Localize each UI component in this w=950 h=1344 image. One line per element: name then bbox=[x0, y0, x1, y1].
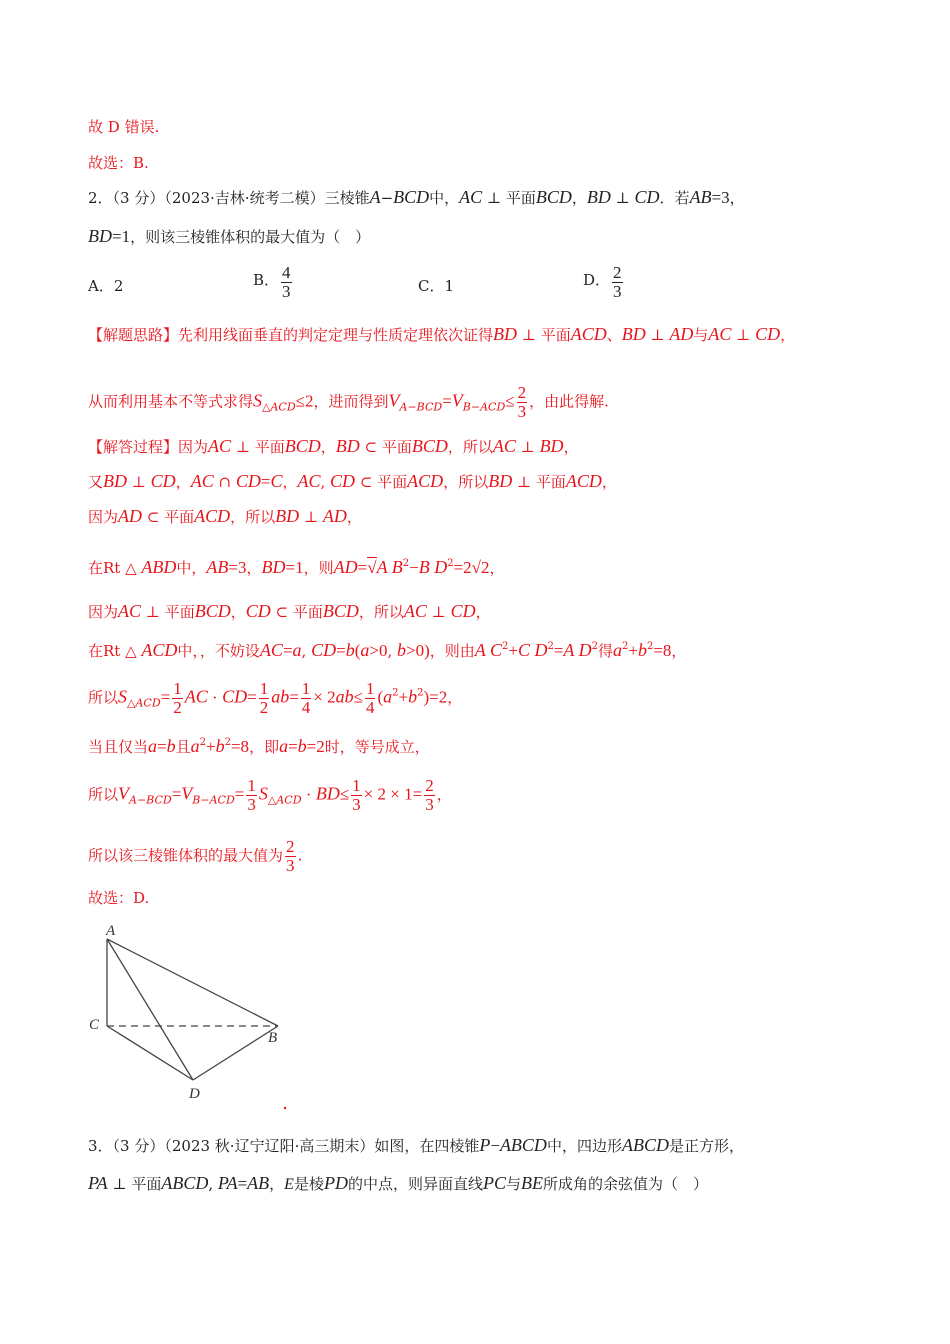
proc-line4: 在Rt △ ABD中，AB=3，BD=1，则AD=√A $B^2-B$ $D^2=2√2$， bbox=[88, 557, 505, 577]
q2-option-a[interactable]: A．2 bbox=[88, 277, 124, 295]
proc-tag: 【解答过程】 bbox=[88, 438, 179, 456]
idea-line1: 【解题思路】先利用线面垂直的判定定理与性质定理依次证得BD ⊥ 平面ACD、BD ⊥ AD与AC ⊥ CD， bbox=[88, 324, 796, 344]
edge-cd bbox=[107, 1026, 193, 1080]
proc-line1: 【解答过程】因为AC ⊥ 平面BCD，BD ⊂ 平面BCD，所以AC ⊥ BD， bbox=[88, 436, 579, 456]
proc-line2: 又BD ⊥ CD，AC ∩ CD=C，AC, CD ⊂ 平面ACD，所以BD ⊥ 平面ACD， bbox=[88, 471, 617, 491]
d-wrong-line: 故 D 错误. bbox=[88, 118, 160, 136]
q2-option-c[interactable]: C．1 bbox=[418, 277, 455, 295]
q3-stem-line1: 3．（3 分）（2023 秋·辽宁辽阳·高三期末）如图，在四棱锥P−ABCD中，四边形ABCD是正方形， bbox=[88, 1135, 744, 1155]
edge-bd bbox=[193, 1026, 278, 1080]
proc-line10: 所以该三棱锥体积的最大值为 $\frac{2}{3}$ . bbox=[88, 837, 303, 875]
q2-stem-line2: BD=1，则该三棱锥体积的最大值为（ ） bbox=[88, 226, 371, 246]
choose-d-line: 故选：D. bbox=[88, 889, 150, 907]
tetrahedron-figure bbox=[80, 918, 310, 1118]
label-a: A bbox=[106, 923, 116, 939]
red-dot bbox=[284, 1107, 286, 1109]
q2-option-b[interactable]: B． $\frac{4}{3}$ bbox=[253, 263, 291, 301]
label-d: D bbox=[189, 1086, 200, 1102]
idea-tag: 【解题思路】 bbox=[88, 326, 179, 344]
q2-option-d[interactable]: D． $\frac{2}{3}$ bbox=[583, 263, 622, 301]
proc-line9: 所以$V_{A-BCD}=V_{B-ACD}=$ $\frac{1}{3}$ $S_{\triangle ACD} \cdot BD\le$ $\frac{1}{3}$ × 2 × 1= $\frac{2}{3}$ ， bbox=[88, 776, 452, 814]
proc-line6: 在Rt △ ACD中，，不妨设AC=a, CD=b(a>0, b>0)，则由A $C^2+C$ $D^2=A$ $D^2$得$a^2+b^2=8$， bbox=[88, 640, 687, 660]
proc-line5: 因为AC ⊥ 平面BCD，CD ⊂ 平面BCD，所以AC ⊥ CD， bbox=[88, 601, 491, 621]
q2-stem-line1: 2．（3 分）（2023·吉林·统考二模）三棱锥A−BCD中，AC ⊥ 平面BCD，BD ⊥ CD．若AB=3， bbox=[88, 187, 745, 207]
q3-stem-line2: PA ⊥ 平面ABCD, PA=AB，E是棱PD的中点，则异面直线PC与BE所成角的余弦值为（ ） bbox=[88, 1173, 709, 1193]
idea-line2: 从而利用基本不等式求得$S_{\triangle ACD}\le 2$，进而得到$V_{A-BCD}=V_{B-ACD}\le$ $\frac{2}{3}$ ，由此得解. bbox=[88, 383, 609, 421]
proc-line8: 当且仅当a=b且$a^2+b^2=8$，即a=b=2时，等号成立， bbox=[88, 736, 430, 756]
proc-line3: 因为AD ⊂ 平面ACD，所以BD ⊥ AD， bbox=[88, 506, 362, 526]
proc-line7: 所以$S_{\triangle ACD}=$ $\frac{1}{2}$ AC · CD= $\frac{1}{2}$ ab= $\frac{1}{4}$ × 2ab≤ $\frac{1}{4}$ $(a^2+b^2)=2$， bbox=[88, 679, 463, 717]
label-c: C bbox=[89, 1017, 100, 1033]
edge-ab bbox=[107, 939, 278, 1026]
choose-b-line: 故选：B. bbox=[88, 154, 149, 172]
label-b: B bbox=[268, 1030, 278, 1046]
